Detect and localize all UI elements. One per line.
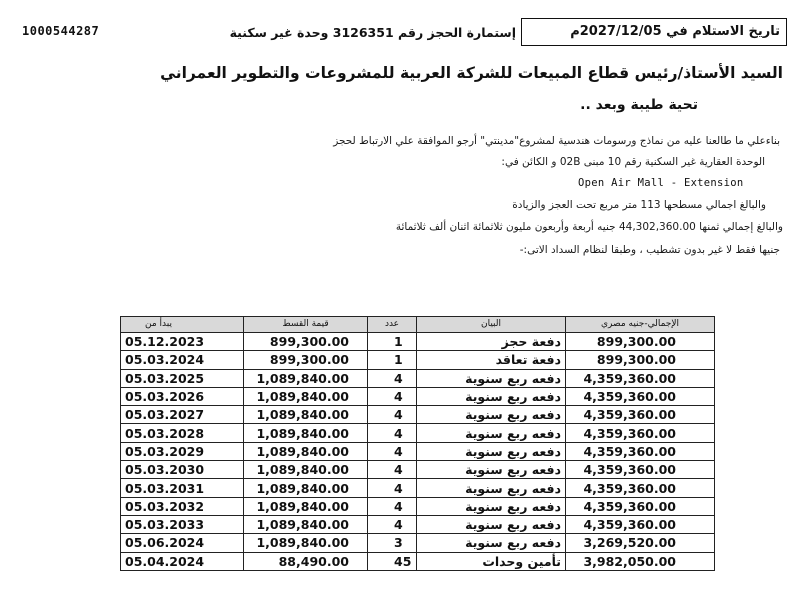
header-total: الإجمالي-جنيه مصري [566,317,715,333]
addressee-line: السيد الأستاذ/رئيس قطاع المبيعات للشركة العربية للمشروعات والتطوير العمراني [160,64,783,82]
cell-total: 4,359,360.00 [566,369,715,387]
header-description: البيان [417,317,566,333]
cell-installment-value: 1,089,840.00 [244,387,368,405]
cell-count: 4 [368,406,417,424]
table-body [121,333,715,571]
cell-count: 4 [368,424,417,442]
cell-count: 4 [368,369,417,387]
cell-description: دفعه ربع سنوية [417,387,566,405]
table-row [121,333,715,351]
cell-installment-value: 1,089,840.00 [244,479,368,497]
table-row [121,351,715,369]
cell-count: 4 [368,497,417,515]
table-row [121,369,715,387]
cell-description: دفعه ربع سنوية [417,479,566,497]
body-paragraph-line-1: بناءعلي ما طالعنا عليه من نماذج ورسومات هندسية لمشروع"مدينتي" أرجو الموافقة علي الارتباط لحجز [333,135,780,147]
table-row [121,387,715,405]
cell-start-date: 05.03.2031 [121,479,244,497]
body-paragraph-line-2: الوحدة العقارية غير السكنية رقم 10 مبنى 02B و الكائن في: [501,156,765,168]
form-title: إستمارة الحجز رقم 3126351 وحدة غير سكنية [229,25,516,40]
cell-count: 4 [368,461,417,479]
header-start-date: يبدأ من [121,317,244,333]
cell-description: تأمين وحدات [417,552,566,570]
header-count: عدد [368,317,417,333]
cell-total: 4,359,360.00 [566,479,715,497]
cell-count: 4 [368,387,417,405]
cell-description: دفعة تعاقد [417,351,566,369]
cell-start-date: 05.03.2029 [121,442,244,460]
cell-description: دفعه ربع سنوية [417,534,566,552]
cell-count: 4 [368,515,417,533]
cell-total: 4,359,360.00 [566,424,715,442]
table-row [121,424,715,442]
table-row [121,534,715,552]
table-header-row [121,317,715,333]
table-row [121,552,715,570]
cell-installment-value: 1,089,840.00 [244,406,368,424]
table-row [121,479,715,497]
cell-total: 3,982,050.00 [566,552,715,570]
cell-count: 4 [368,442,417,460]
header-installment-value: قيمة القسط [244,317,368,333]
receipt-date-box: تاريخ الاستلام في 2027/12/05م [521,18,787,46]
cell-count: 45 [368,552,417,570]
total-price-line: والبالغ إجمالي ثمنها 44,302,360.00 جنيه أربعة وأربعون مليون ثلاثمائة اثنان ألف ثلاثمائة [395,221,783,233]
cell-start-date: 05.03.2026 [121,387,244,405]
cell-total: 899,300.00 [566,351,715,369]
table-row [121,515,715,533]
cell-installment-value: 1,089,840.00 [244,369,368,387]
cell-total: 4,359,360.00 [566,497,715,515]
cell-count: 4 [368,479,417,497]
table-row [121,461,715,479]
cell-description: دفعه ربع سنوية [417,406,566,424]
table-row [121,442,715,460]
cell-description: دفعة حجز [417,333,566,351]
cell-start-date: 05.12.2023 [121,333,244,351]
cell-count: 3 [368,534,417,552]
cell-description: دفعه ربع سنوية [417,442,566,460]
unit-area-line: والبالغ اجمالي مسطحها 113 متر مربع تحت العجز والزيادة [512,199,766,211]
cell-total: 4,359,360.00 [566,442,715,460]
cell-start-date: 05.03.2033 [121,515,244,533]
cell-start-date: 05.04.2024 [121,552,244,570]
cell-total: 899,300.00 [566,333,715,351]
cell-installment-value: 1,089,840.00 [244,442,368,460]
cell-start-date: 05.03.2032 [121,497,244,515]
cell-count: 1 [368,351,417,369]
cell-installment-value: 899,300.00 [244,333,368,351]
cell-description: دفعه ربع سنوية [417,424,566,442]
payment-note-line: جنيها فقط لا غير بدون تشطيب ، وطبقا لنظام السداد الاتى:- [519,244,780,256]
cell-start-date: 05.03.2025 [121,369,244,387]
cell-description: دفعه ربع سنوية [417,369,566,387]
cell-total: 4,359,360.00 [566,387,715,405]
cell-start-date: 05.03.2027 [121,406,244,424]
cell-description: دفعه ربع سنوية [417,497,566,515]
cell-count: 1 [368,333,417,351]
table-row [121,406,715,424]
table-row [121,497,715,515]
cell-installment-value: 899,300.00 [244,351,368,369]
cell-total: 4,359,360.00 [566,461,715,479]
cell-installment-value: 1,089,840.00 [244,515,368,533]
cell-start-date: 05.03.2028 [121,424,244,442]
cell-start-date: 05.03.2030 [121,461,244,479]
cell-total: 4,359,360.00 [566,515,715,533]
cell-installment-value: 1,089,840.00 [244,424,368,442]
cell-start-date: 05.03.2024 [121,351,244,369]
cell-total: 3,269,520.00 [566,534,715,552]
cell-installment-value: 1,089,840.00 [244,461,368,479]
cell-installment-value: 88,490.00 [244,552,368,570]
cell-installment-value: 1,089,840.00 [244,534,368,552]
cell-total: 4,359,360.00 [566,406,715,424]
payment-schedule-table [120,316,715,571]
greeting-line: تحية طيبة وبعد .. [580,97,698,113]
cell-description: دفعه ربع سنوية [417,515,566,533]
cell-installment-value: 1,089,840.00 [244,497,368,515]
reference-number: 1000544287 [22,24,100,38]
cell-start-date: 05.06.2024 [121,534,244,552]
cell-description: دفعه ربع سنوية [417,461,566,479]
project-name: Open Air Mall - Extension [578,177,744,189]
